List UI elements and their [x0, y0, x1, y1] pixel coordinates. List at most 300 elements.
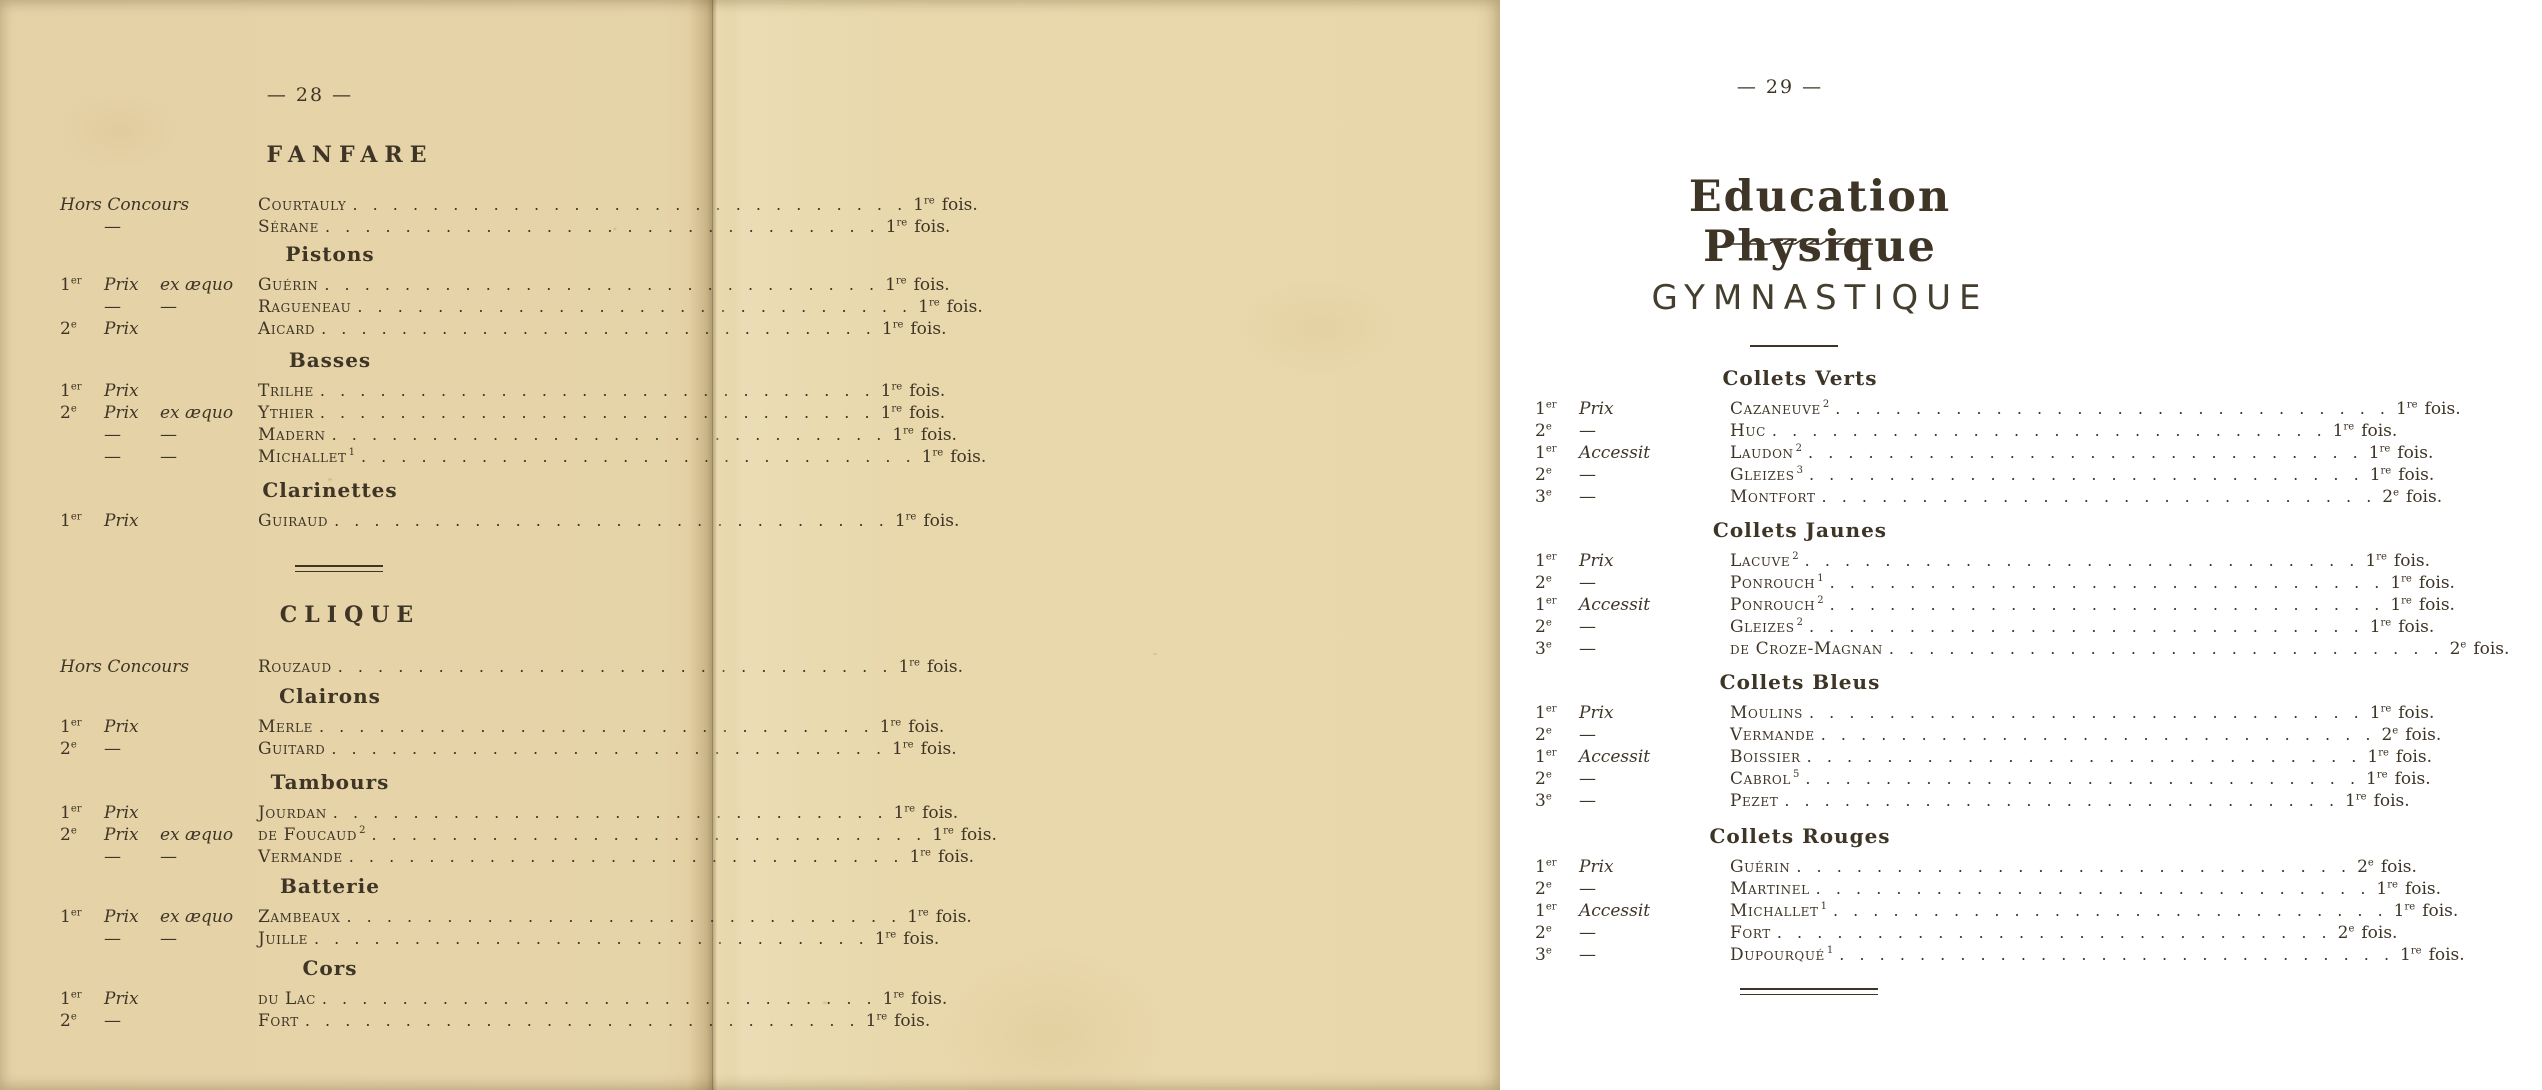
result-label: [2345, 790, 2437, 812]
dot-leader: [1889, 638, 2444, 660]
prize-row: [1535, 746, 2432, 768]
result-count: 1re: [892, 739, 914, 759]
result-word: fois.: [2398, 617, 2435, 637]
prize-word: —: [1579, 465, 1596, 485]
prize-label: [60, 194, 258, 216]
laureate-name: de Foucaud $^2$: [258, 825, 366, 845]
prize-rank: 2e: [60, 319, 77, 339]
prize-label-text: Hors Concours: [60, 657, 190, 677]
ordinal-superscript: e: [70, 739, 77, 751]
result-count: 1re: [2390, 573, 2412, 593]
section-batterie: [60, 874, 972, 950]
dot-leader: [1808, 442, 2363, 464]
result-word: fois.: [909, 403, 946, 423]
dot-leader: [1835, 398, 2390, 420]
ordinal-superscript: er: [1545, 857, 1557, 869]
prize-extra: ex æquo: [160, 907, 234, 927]
dot-leader: [1809, 616, 2364, 638]
result-label: [2370, 464, 2462, 486]
prize-label: [1535, 768, 1730, 790]
result-count: 2e: [2382, 487, 2400, 507]
result-superscript: re: [895, 275, 907, 287]
result-word: fois.: [911, 989, 948, 1009]
prize-word: —: [1579, 639, 1596, 659]
result-superscript: re: [909, 657, 920, 669]
prize-row: [1535, 442, 2434, 464]
footnote-superscript: 1: [1817, 573, 1824, 585]
result-superscript: re: [2379, 443, 2391, 455]
result-count: 1re: [880, 403, 903, 423]
result-word: fois.: [2405, 725, 2442, 745]
prize-label: [60, 656, 258, 678]
result-word: fois.: [2398, 465, 2435, 485]
laureate-name: Moulins: [1730, 703, 1803, 723]
ordinal-superscript: er: [70, 717, 82, 729]
dot-leader: [1839, 944, 2394, 966]
prize-word: —: [104, 217, 121, 237]
prize-label: [60, 296, 258, 318]
prize-word: Prix: [104, 511, 139, 531]
prize-word: —: [1579, 617, 1596, 637]
result-word: fois.: [946, 297, 983, 317]
laureate-name: Gleizes $^3$: [1730, 465, 1803, 485]
result-superscript: re: [2343, 421, 2355, 433]
result-count: 1re: [2365, 551, 2387, 571]
result-word: fois.: [2395, 747, 2432, 767]
prize-word: —: [1579, 421, 1596, 441]
prize-row: [60, 988, 948, 1010]
laureate-name: Gleizes $^2$: [1730, 617, 1803, 637]
result-count: 1re: [2369, 465, 2392, 485]
page-number: — 29 —: [1736, 76, 1824, 98]
prize-row: [1535, 398, 2461, 420]
page-29: [700, 0, 2510, 1090]
result-label: [2366, 768, 2458, 790]
footnote-superscript: 2: [1817, 595, 1824, 607]
result-count: 1re: [874, 929, 897, 949]
prize-row: [60, 424, 957, 446]
laureate-name: Zambeaux: [258, 907, 341, 927]
prize-row: [60, 402, 946, 424]
laureate-name: Merle: [258, 717, 313, 737]
result-count: 1re: [2400, 945, 2422, 965]
dot-leader: [1805, 550, 2360, 572]
prize-rank: 2e: [1535, 421, 1552, 441]
prize-rank: 1er: [1535, 551, 1557, 571]
section-heading: Clairons: [279, 684, 381, 708]
page-28: [0, 0, 997, 1090]
result-word: fois.: [2473, 639, 2510, 659]
prize-label: [1535, 790, 1730, 812]
gymnastique-underline: [1750, 345, 1838, 347]
prize-word: —: [104, 1011, 121, 1031]
prize-row: [60, 656, 964, 678]
prize-row: [60, 738, 957, 760]
result-superscript: re: [2380, 703, 2392, 715]
section-tambours: [60, 770, 997, 868]
dot-leader: [1830, 594, 2385, 616]
result-label: [2382, 486, 2474, 508]
prize-extra: —: [160, 297, 177, 317]
prize-row: [1535, 638, 2510, 660]
result-count: 1re: [2393, 901, 2416, 921]
page-number: — 28 —: [266, 84, 354, 106]
ordinal-superscript: e: [1545, 791, 1552, 803]
prize-row: [1535, 878, 2442, 900]
footnote-superscript: 1: [1820, 901, 1827, 913]
prize-word: —: [1579, 945, 1596, 965]
result-word: fois.: [903, 929, 940, 949]
result-superscript: re: [903, 425, 914, 437]
prize-label: [1535, 944, 1730, 966]
ordinal-superscript: e: [1545, 879, 1552, 891]
laureate-name: Aicard: [258, 319, 316, 339]
prize-extra: ex æquo: [160, 825, 234, 845]
result-count: 1re: [918, 297, 940, 317]
result-word: fois.: [2422, 901, 2459, 921]
laureate-name: Boissier: [1730, 747, 1801, 767]
prize-word: Prix: [104, 825, 139, 845]
section-rows: [60, 510, 960, 532]
prize-rank: 1er: [1535, 901, 1557, 921]
gymnastique-heading: GYMNASTIQUE: [1651, 278, 1989, 318]
prize-word: Accessit: [1579, 901, 1651, 921]
prize-row: [60, 510, 960, 532]
prize-row: [60, 296, 983, 318]
result-label: [2357, 856, 2449, 878]
dot-leader: [1821, 724, 2376, 746]
result-count: 1re: [885, 275, 907, 295]
prize-rank: 2e: [60, 825, 77, 845]
dot-leader: [1809, 702, 2364, 724]
result-count: 1re: [2345, 791, 2367, 811]
result-word: fois.: [2373, 791, 2410, 811]
ordinal-superscript: er: [1545, 747, 1557, 759]
prize-word: Prix: [104, 803, 139, 823]
laureate-name: Montfort: [1730, 487, 1816, 507]
result-superscript: re: [2380, 465, 2392, 477]
laureate-name: Huc: [1730, 421, 1766, 441]
section-collets-bleus: [1535, 670, 2442, 812]
prize-row: [60, 194, 978, 216]
prize-rank: 2e: [1535, 879, 1552, 899]
result-word: fois.: [920, 425, 957, 445]
result-word: fois.: [941, 195, 978, 215]
prize-label: [60, 1010, 258, 1032]
result-label: [2390, 594, 2482, 616]
result-superscript: re: [892, 319, 904, 331]
laureate-name: Fort: [258, 1011, 299, 1031]
ordinal-superscript: er: [1545, 443, 1557, 455]
prize-word: Prix: [1579, 703, 1614, 723]
laureate-name: Cazaneuve $^2$: [1730, 399, 1830, 419]
prize-row: [1535, 922, 2398, 944]
section-clique-hors-concours: [60, 648, 964, 678]
prize-rank: 2e: [1535, 769, 1552, 789]
result-superscript: re: [924, 195, 935, 207]
section-collets-rouges: [1535, 824, 2465, 966]
prize-label: [60, 928, 258, 950]
ordinal-superscript: e: [1545, 923, 1552, 935]
result-word: fois.: [2380, 857, 2417, 877]
result-label: [2333, 420, 2425, 442]
laureate-name: Fort: [1730, 923, 1771, 943]
result-superscript: re: [904, 803, 916, 815]
laureate-name: Ragueneau: [258, 297, 352, 317]
result-label: [2381, 724, 2473, 746]
result-word: fois.: [2361, 421, 2398, 441]
section-heading: Collets Rouges: [1709, 824, 1891, 848]
result-superscript: e: [2348, 923, 2355, 935]
prize-row: [60, 928, 940, 950]
prize-row: [60, 716, 945, 738]
prize-row: [1535, 616, 2435, 638]
section-heading: Collets Verts: [1722, 366, 1878, 390]
prize-word: —: [104, 297, 121, 317]
prize-label: [1535, 638, 1730, 660]
result-label: [2376, 878, 2468, 900]
dot-leader: [1796, 856, 2351, 878]
result-count: 2e: [2381, 725, 2399, 745]
section-heading: Batterie: [280, 874, 380, 898]
prize-row: [1535, 856, 2417, 878]
result-label: [2450, 638, 2542, 660]
result-superscript: re: [891, 403, 903, 415]
prize-rank: 2e: [1535, 923, 1552, 943]
ordinal-superscript: e: [70, 1011, 77, 1023]
footnote-superscript: 5: [1792, 769, 1800, 781]
prize-rank: 1er: [60, 803, 82, 823]
prize-row: [60, 846, 975, 868]
result-superscript: re: [893, 989, 905, 1001]
section-rows: [1535, 702, 2442, 812]
result-count: 1re: [2396, 399, 2418, 419]
result-superscript: e: [2460, 639, 2467, 651]
prize-label: [1535, 442, 1730, 464]
result-superscript: re: [2401, 595, 2412, 607]
prize-rank: 2e: [60, 739, 77, 759]
section-rows: [60, 194, 978, 238]
result-label: [2369, 442, 2461, 464]
section-heading: Collets Bleus: [1719, 670, 1881, 694]
prize-word: Accessit: [1579, 747, 1651, 767]
result-count: 1re: [2367, 747, 2389, 767]
result-count: 1re: [881, 319, 904, 339]
laureate-name: Martinel: [1730, 879, 1810, 899]
result-superscript: re: [891, 381, 903, 393]
prize-rank: 2e: [1535, 465, 1552, 485]
prize-word: Prix: [1579, 857, 1614, 877]
result-word: fois.: [894, 1011, 931, 1031]
prize-row: [1535, 790, 2410, 812]
result-superscript: re: [905, 511, 917, 523]
prize-label: [1535, 550, 1730, 572]
result-count: 1re: [909, 847, 931, 867]
result-word: fois.: [960, 825, 997, 845]
prize-rank: 1er: [60, 907, 82, 927]
result-superscript: re: [2387, 879, 2398, 891]
prize-label: [1535, 878, 1730, 900]
prize-row: [1535, 486, 2443, 508]
result-superscript: re: [896, 217, 908, 229]
result-word: fois.: [2406, 487, 2443, 507]
prize-rank: 1er: [1535, 399, 1557, 419]
prize-row: [1535, 702, 2435, 724]
fanfare-heading: FANFARE: [266, 142, 434, 168]
result-word: fois.: [937, 847, 975, 867]
ordinal-superscript: er: [70, 907, 82, 919]
result-word: fois.: [2404, 879, 2442, 899]
prize-label: [60, 216, 258, 238]
dot-leader: [1830, 572, 2385, 594]
result-label: [2370, 702, 2462, 724]
prize-rank: 1er: [1535, 747, 1557, 767]
ordinal-superscript: er: [70, 989, 82, 1001]
ornament-divider: [1727, 236, 1873, 250]
prize-extra: —: [160, 929, 177, 949]
section-heading: Collets Jaunes: [1712, 518, 1888, 542]
result-superscript: e: [2392, 725, 2399, 737]
result-label: [2370, 616, 2462, 638]
result-word: fois.: [950, 447, 987, 467]
result-word: fois.: [2361, 923, 2398, 943]
section-rows: [60, 716, 957, 760]
prize-rank: 2e: [1535, 617, 1552, 637]
laureate-name: Pezet: [1730, 791, 1779, 811]
result-superscript: re: [890, 717, 902, 729]
result-label: [2365, 550, 2457, 572]
prize-word: —: [1579, 791, 1596, 811]
result-count: 2e: [2337, 923, 2355, 943]
section-collets-verts: [1535, 366, 2461, 508]
result-word: fois.: [926, 657, 964, 677]
clique-heading: CLIQUE: [279, 602, 421, 628]
prize-rank: 1er: [60, 511, 82, 531]
prize-rank: 3e: [1535, 791, 1552, 811]
footnote-superscript: 1: [348, 447, 355, 459]
ordinal-superscript: er: [1545, 901, 1557, 913]
prize-row: [60, 446, 987, 468]
laureate-name: Jourdan: [258, 803, 327, 823]
prize-label: [60, 738, 258, 760]
result-label: [2390, 572, 2482, 594]
ordinal-superscript: e: [1545, 945, 1552, 957]
laureate-name: de Croze-Magnan: [1730, 639, 1883, 659]
result-superscript: re: [2406, 399, 2418, 411]
dot-leader: [1777, 922, 2332, 944]
section-clairons: [60, 684, 957, 760]
laureate-name: du Lac: [258, 989, 316, 1009]
laureate-name: Trilhe: [258, 381, 314, 401]
result-count: 1re: [880, 381, 903, 401]
ordinal-superscript: er: [1545, 703, 1557, 715]
result-superscript: re: [2410, 945, 2422, 957]
ordinal-superscript: er: [70, 275, 82, 287]
section-heading: Tambours: [270, 770, 390, 794]
result-superscript: re: [902, 739, 914, 751]
result-count: 1re: [892, 425, 914, 445]
prize-row: [1535, 768, 2431, 790]
section-rows: [60, 656, 964, 678]
section-cors: [60, 956, 948, 1032]
laureate-name: Rouzaud: [258, 657, 332, 677]
ordinal-superscript: e: [1545, 725, 1552, 737]
dot-leader: [1809, 464, 2364, 486]
section-rows: [1535, 550, 2510, 660]
laureate-name: Guérin: [1730, 857, 1791, 877]
section-heading: Clarinettes: [262, 478, 398, 502]
prize-word: —: [104, 929, 121, 949]
ordinal-superscript: er: [70, 511, 82, 523]
result-superscript: re: [885, 929, 897, 941]
result-label: [2394, 900, 2486, 922]
result-word: fois.: [2393, 551, 2431, 571]
prize-label: [60, 446, 258, 468]
section-rows: [60, 802, 997, 868]
result-count: 1re: [2369, 703, 2392, 723]
result-count: 2e: [2449, 639, 2467, 659]
prize-word: —: [1579, 573, 1596, 593]
dot-leader: [1805, 768, 2360, 790]
laureate-name: Guitard: [258, 739, 326, 759]
prize-row: [60, 824, 997, 846]
prize-label: [60, 402, 258, 424]
double-rule-divider: [295, 565, 383, 572]
laureate-name: Juille: [258, 929, 308, 949]
ordinal-superscript: e: [1545, 421, 1552, 433]
dot-leader: [1784, 790, 2339, 812]
prize-label: [60, 716, 258, 738]
prize-rank: 1er: [1535, 443, 1557, 463]
prize-rank: 2e: [60, 1011, 77, 1031]
section-collets-jaunes: [1535, 518, 2510, 660]
result-count: 1re: [893, 803, 916, 823]
prize-row: [1535, 572, 2455, 594]
result-count: 1re: [913, 195, 935, 215]
footnote-superscript: 2: [1795, 443, 1803, 455]
prize-row: [60, 274, 950, 296]
ordinal-superscript: er: [1545, 595, 1557, 607]
laureate-name: Vermande: [258, 847, 343, 867]
prize-word: Prix: [104, 989, 139, 1009]
prize-row: [60, 1010, 931, 1032]
dot-leader: [1807, 746, 2362, 768]
laureate-name: Guiraud: [258, 511, 329, 531]
section-rows: [60, 906, 972, 950]
result-superscript: e: [2393, 487, 2400, 499]
prize-word: —: [1579, 879, 1596, 899]
laureate-name: Vermande: [1730, 725, 1815, 745]
result-word: fois.: [923, 511, 960, 531]
prize-extra: —: [160, 447, 177, 467]
section-rows: [1535, 398, 2461, 508]
prize-word: Prix: [104, 319, 139, 339]
laureate-name: Ponrouch $^1$: [1730, 573, 1824, 593]
result-superscript: re: [920, 847, 931, 859]
dot-leader: [1772, 420, 2327, 442]
prize-label: [1535, 900, 1730, 922]
prize-label: [1535, 464, 1730, 486]
section-heading: Cors: [302, 956, 358, 980]
prize-word: Accessit: [1579, 595, 1651, 615]
prize-extra: ex æquo: [160, 403, 234, 423]
result-label: [2338, 922, 2430, 944]
result-word: fois.: [910, 319, 947, 339]
result-count: 1re: [2369, 617, 2392, 637]
prize-extra: —: [160, 425, 177, 445]
result-count: 1re: [2366, 769, 2388, 789]
footnote-superscript: 2: [1796, 617, 1803, 629]
